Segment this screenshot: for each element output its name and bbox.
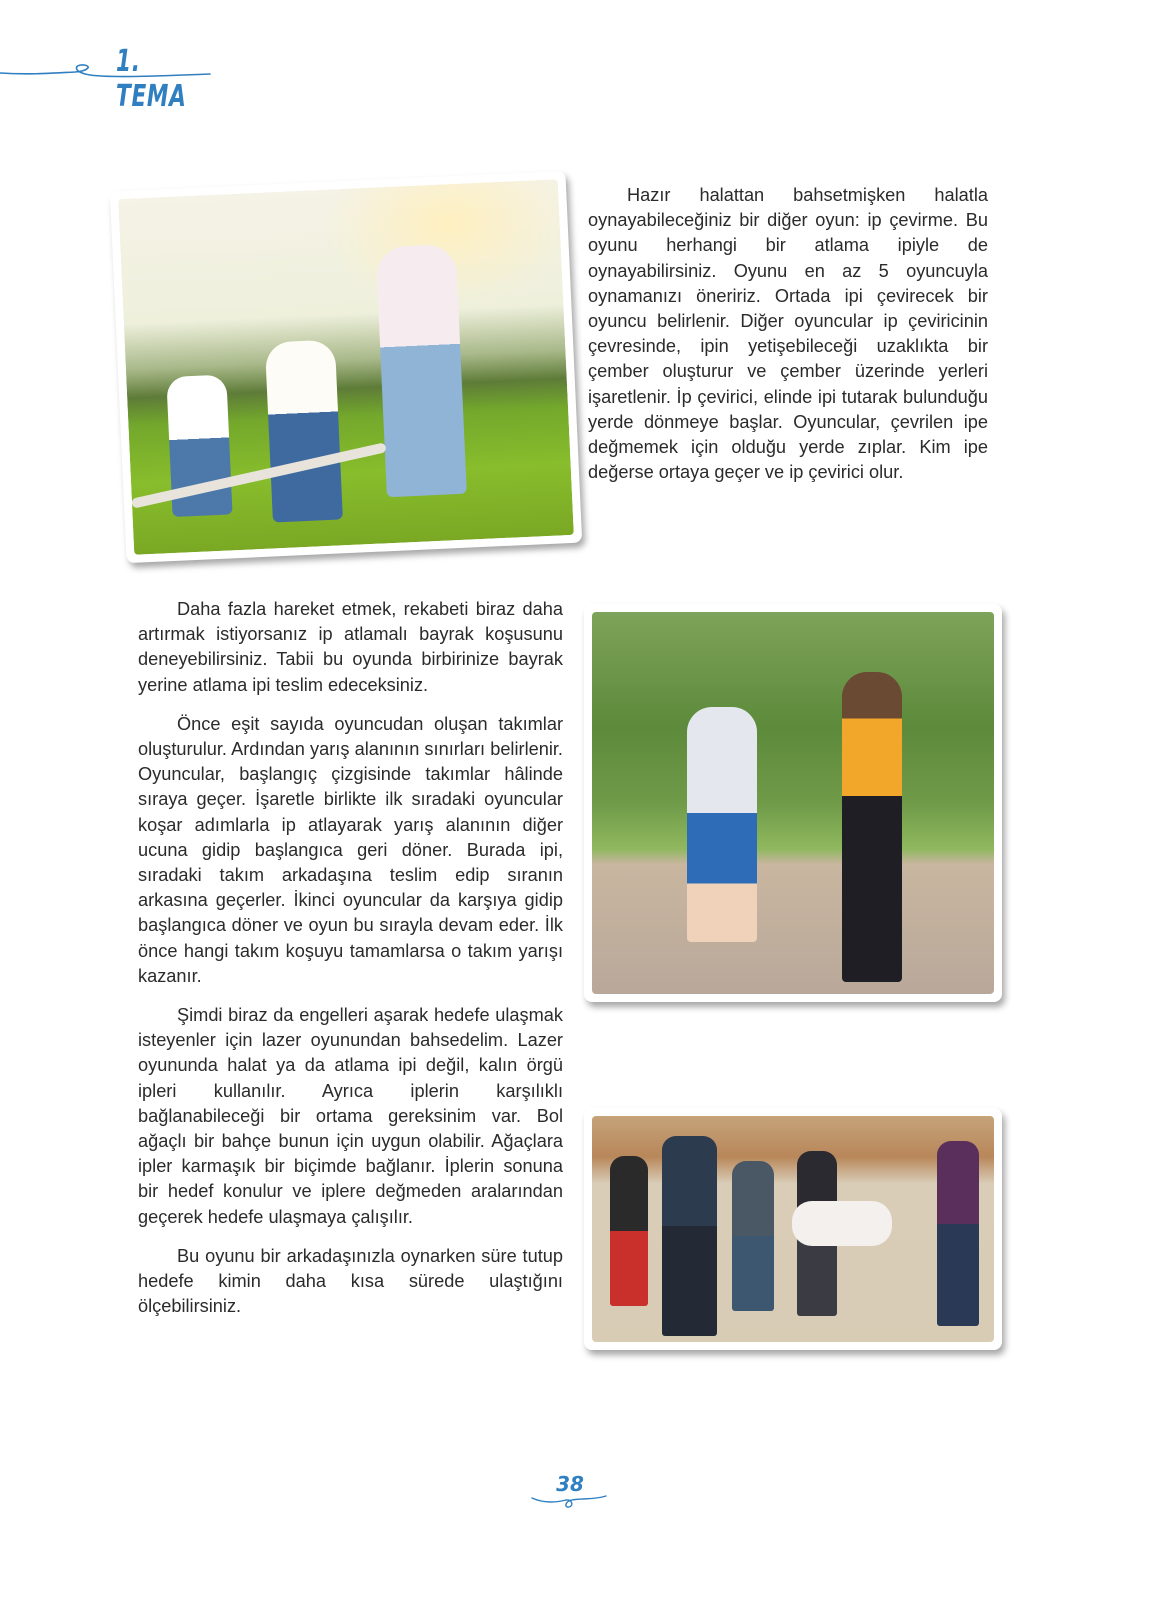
decorative-swirl-underline-icon xyxy=(520,1492,620,1516)
paragraph: Önce eşit sayıda oyuncudan oluşan takımlar oluşturulur. Ardından yarış alanının sınırları belirlenir. Oyuncular, başlangıç çizgisinde takımlar hâlinde sıraya geçer. İşaretle birlikte ilk sıradaki oyuncular koşar adımlarla ip atlayarak yarış alanının diğer ucuna gidip başlangıca geri döner. Burada ipi, sıradaki takım arkadaşına teslim edip sıranın arkasına geçerler. İkinci oyuncular da karşıya gidip başlangıca döner ve oyun bu sırayla devam eder. İlk önce hangi takım koşuyu tamamlarsa o takım yarışı kazanır. xyxy=(138,713,563,986)
photo-figure xyxy=(376,244,467,497)
photo-image xyxy=(118,179,574,555)
paragraph: Şimdi biraz da engelleri aşarak hedefe ulaşmak isteyenler için lazer oyunundan bahsedelim. Lazer oyununda halat ya da atlama ipi değil, kalın örgü ipleri kullanılır. Ayrıca iplerin karşılıklı bağlanabileceği bir ortama gereksinim var. Bol ağaçlı bir bahçe bunun için uygun olabilir. Ağaçlara ipler karmaşık bir biçimde bağlanır. İplerin sonuna bir hedef konulur ve iplere değmeden aralarından geçerek hedefe ulaşmaya çalışılır. xyxy=(138,1005,563,1227)
paragraph: Daha fazla hareket etmek, rekabeti biraz daha artırmak istiyorsanız ip atlamalı bayrak koşusunu deneyebilirsiniz. Tabii bu oyunda birbirinize bayrak yerine atlama ipi teslim edeceksiniz. xyxy=(138,599,563,695)
photo-image xyxy=(592,612,994,994)
photo-figure xyxy=(842,672,902,982)
children-jumping-over-rope-photo xyxy=(110,171,582,563)
children-jump-rope-park-photo xyxy=(584,604,1002,1002)
photo-figure xyxy=(792,1201,892,1246)
paragraph: Hazır halattan bahsetmişken halatla oynayabileceğiniz bir diğer oyun: ip çevirme. Bu oyunu herhangi bir atlama ipiyle de oynayabilirsiniz. Oyunu en az 5 oyuncuyla oynamanızı öneririz. Ortada ipi çevirecek bir oyuncu belirlenir. Diğer oyuncular ip çeviricinin çevresinde, ipin yetişebileceği uzaklıkta bir çember oluşturur ve çember üzerinde yerleri işaretlenir. İp çevirici, elinde ipi tutarak bulunduğu yerde dönmeye başlar. Oyuncular, çevrilen ipe değmemek için olduğu yerde zıplar. Kim ipe değerse ortaya geçer ve ip çevirici olur. xyxy=(588,185,988,483)
main-text-block xyxy=(138,597,563,1319)
photo-figure xyxy=(937,1141,979,1326)
photo-figure xyxy=(662,1136,717,1336)
page-number-text: 38 xyxy=(556,1472,584,1496)
page-number xyxy=(520,1470,620,1520)
chapter-header xyxy=(0,40,230,114)
photo-figure xyxy=(687,707,757,942)
top-text-block xyxy=(588,183,988,485)
paragraph: Bu oyunu bir arkadaşınızla oynarken süre tutup hedefe kimin daha kısa sürede ulaştığını ölçebilirsiniz. xyxy=(138,1245,563,1317)
photo-image xyxy=(592,1116,994,1342)
children-laser-game-photo xyxy=(584,1108,1002,1350)
chapter-title: 1. TEMA xyxy=(116,44,187,114)
photo-figure xyxy=(732,1161,774,1311)
photo-figure xyxy=(265,339,343,522)
photo-figure xyxy=(610,1156,648,1306)
